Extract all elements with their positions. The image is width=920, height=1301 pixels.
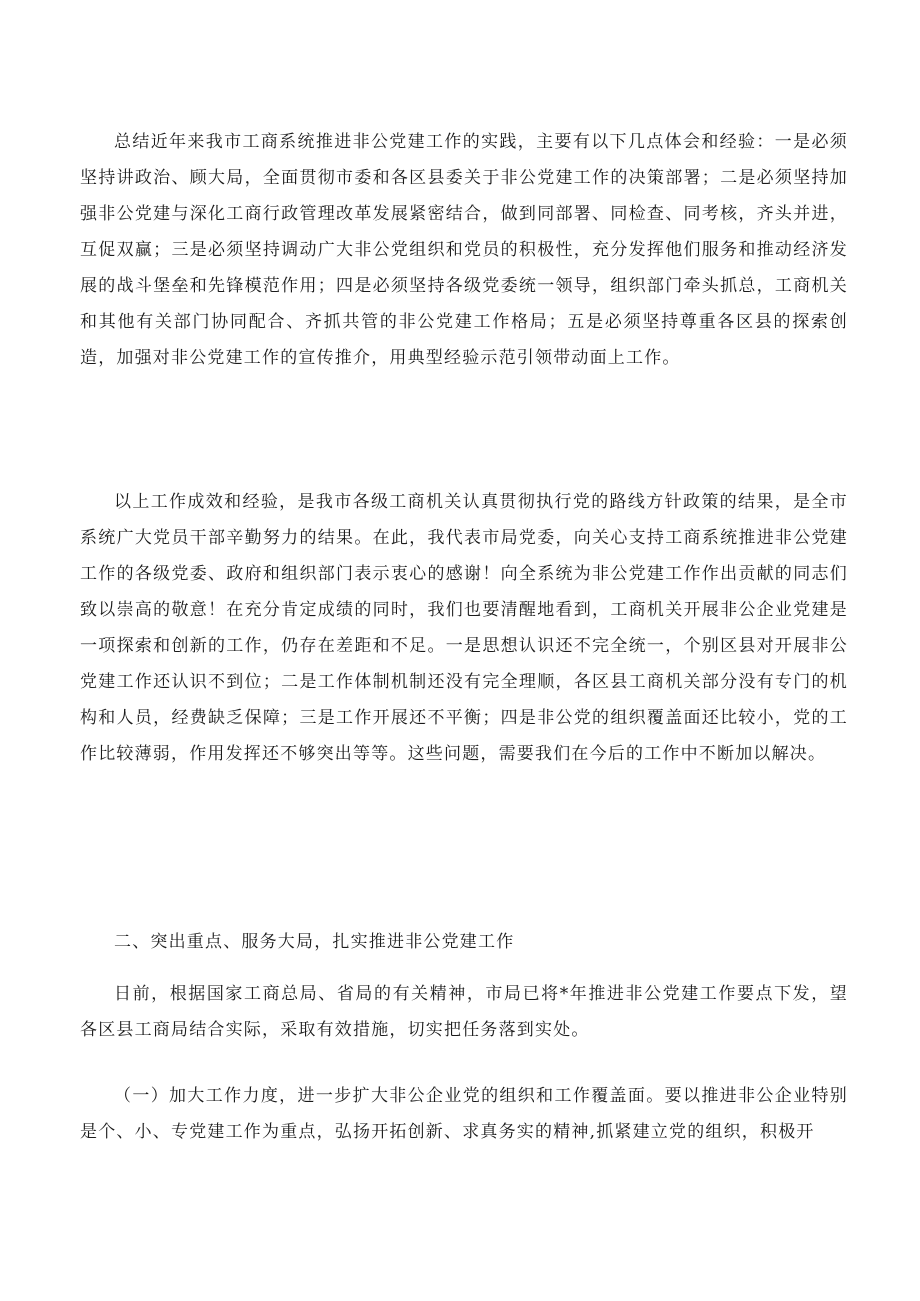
section-heading-two: 二、突出重点、服务大局，扎实推进非公党建工作 xyxy=(114,932,515,952)
paragraph-summary-experience: 总结近年来我市工商系统推进非公党建工作的实践，主要有以下几点体会和经验：一是必须坚持讲政治、顾大局，全面贯彻市委和各区县委关于非公党建工作的决策部署；二是必须坚持加强非公党建与深化工商行政管理改革发展紧密结合，做到同部署、同检查、同考核，齐头并进，互促双赢；三是必须坚持调动广大非公党组织和党员的积极性，充分发挥他们服务和推动经济发展的战斗堡垒和先锋模范作用；四是必须坚持各级党委统一领导，组织部门牵头抓总，工商机关和其他有关部门协同配合、齐抓共管的非公党建工作格局；五是必须坚持尊重各区县的探索创造，加强对非公党建工作的宣传推介，用典型经验示范引领带动面上工作。 xyxy=(80,132,848,368)
paragraph-work-points: 日前，根据国家工商总局、省局的有关精神，市局已将*年推进非公党建工作要点下发，望各区县工商局结合实际，采取有效措施，切实把任务落到实处。 xyxy=(80,984,848,1040)
paragraph-subsection-one: （一）加大工作力度，进一步扩大非公企业党的组织和工作覆盖面。要以推进非公企业特别是个、小、专党建工作为重点，弘扬开拓创新、求真务实的精神,抓紧建立党的组织，积极开 xyxy=(80,1086,848,1142)
paragraph-achievements-shortcomings: 以上工作成效和经验，是我市各级工商机关认真贯彻执行党的路线方针政策的结果，是全市系统广大党员干部辛勤努力的结果。在此，我代表市局党委，向关心支持工商系统推进非公党建工作的各级党委、政府和组织部门表示衷心的感谢！向全系统为非公党建工作作出贡献的同志们致以崇高的敬意！在充分肯定成绩的同时，我们也要清醒地看到，工商机关开展非公企业党建是一项探索和创新的工作，仍存在差距和不足。一是思想认识还不完全统一，个别区县对开展非公党建工作还认识不到位；二是工作体制机制还没有完全理顺，各区县工商机关部分没有专门的机构和人员，经费缺乏保障；三是工作开展还不平衡；四是非公党的组织覆盖面还比较小，党的工作比较薄弱，作用发挥还不够突出等等。这些问题，需要我们在今后的工作中不断加以解决。 xyxy=(80,492,848,764)
